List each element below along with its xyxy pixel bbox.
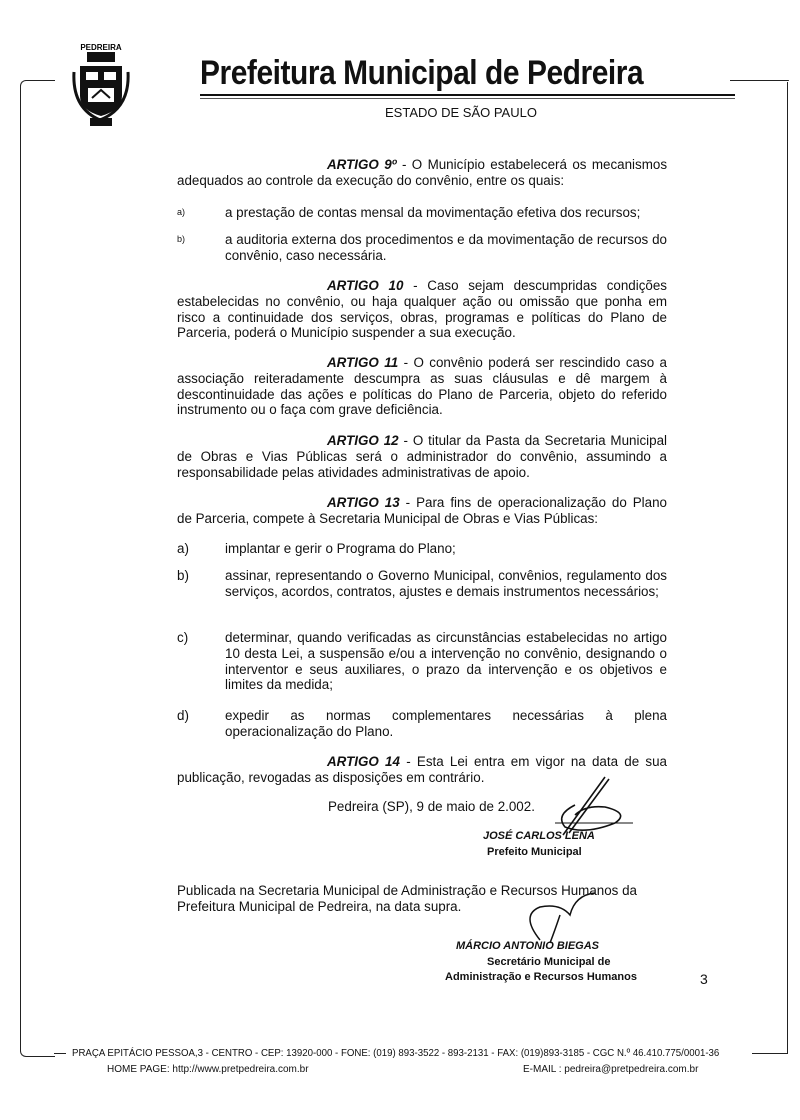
list-item (177, 232, 667, 264)
header-title: Prefeitura Municipal de Pedreira (200, 54, 644, 92)
item-text: implantar e gerir o Programa do Plano; (225, 541, 456, 556)
article-text: - O Município estabelecerá os mecanismos adequados ao controle da execução do convênio, entre os quais: (177, 157, 668, 188)
frame-bottom-right (752, 1053, 788, 1054)
footer-address: PRAÇA EPITÁCIO PESSOA,3 - CENTRO - CEP: 13920-000 - FONE: (019) 893-3522 - 893-2131 - FAX: (019)893-3185 - CGC N.º 46.410.775/0001-36 (72, 1047, 720, 1059)
page-number: 3 (700, 971, 708, 987)
article-label: ARTIGO 9º (327, 157, 397, 172)
article-9 (177, 157, 667, 189)
item-text: determinar, quando verificadas as circunstâncias estabelecidas no artigo 10 desta Lei, a suspensão e/ou a intervenção no convênio, designando o interventor e seus auxiliares, o prazo da intervenção e os objetivos e limites da medida; (225, 630, 667, 693)
article-10 (177, 278, 667, 341)
item-text: expedir as normas complementares necessárias à plena operacionalização do Plano. (225, 708, 667, 739)
footer-email: E-MAIL : pedreira@pretpedreira.com.br (523, 1064, 699, 1075)
frame-right (787, 82, 788, 1054)
item-label: a) (177, 541, 189, 556)
frame-top-right (730, 80, 789, 81)
item-label: c) (177, 630, 189, 645)
article-label: ARTIGO 13 (327, 495, 400, 510)
article-13 (177, 495, 667, 527)
signature-icon (500, 885, 600, 945)
publication-note: Publicada na Secretaria Municipal de Administração e Recursos Humanos da Prefeitura Municipal de Pedreira, na data supra. (177, 883, 637, 914)
article-text: - Para fins de operacionalização do Plano de Parceria, compete à Secretaria Municipal de Obras e Vias Públicas: (177, 495, 667, 526)
article-text: - Caso sejam descumpridas condições estabelecidas no convênio, ou haja qualquer ação ou omissão que ponha em risco a continuidade dos serviços, obras, programas e políticas do Plano de Parceria, poderá o Município suspender a sua execução. (177, 278, 667, 341)
item-text: a auditoria externa dos procedimentos e da movimentação de recursos do convênio, caso necessária. (225, 232, 667, 263)
item-label: d) (177, 708, 189, 723)
article-text: - O titular da Pasta da Secretaria Municipal de Obras e Vias Públicas será o administrador do convênio, assumindo a responsabilidade pelas atividades administrativas de apoio. (177, 433, 667, 480)
article-label: ARTIGO 14 (327, 754, 400, 769)
signer-name: JOSÉ CARLOS LENA (483, 830, 595, 842)
signer-role: Prefeito Municipal (487, 846, 582, 858)
signer-role: Administração e Recursos Humanos (445, 971, 637, 983)
item-text: a prestação de contas mensal da movimentação efetiva dos recursos; (225, 205, 641, 220)
article-label: ARTIGO 11 (327, 355, 399, 370)
signer-role: Secretário Municipal de (487, 956, 611, 968)
article-11 (177, 355, 667, 418)
list-item (177, 205, 667, 221)
item-text: assinar, representando o Governo Municipal, convênios, regulamento dos serviços, acordos, contratos, ajustes e demais instrumentos necessários; (225, 568, 667, 599)
article-12 (177, 433, 667, 480)
list-item (177, 630, 667, 693)
municipal-crest-icon (70, 38, 132, 128)
list-item (177, 541, 667, 557)
article-text: - Esta Lei entra em vigor na data de sua publicação, revogadas as disposições em contrário. (177, 754, 667, 785)
article-label: ARTIGO 10 (327, 278, 404, 293)
signer-name: MÁRCIO ANTONIO BIEGAS (456, 940, 600, 952)
header-rule (200, 94, 735, 96)
header-subtitle: ESTADO DE SÃO PAULO (385, 105, 537, 120)
date-line: Pedreira (SP), 9 de maio de 2.002. (328, 799, 535, 814)
article-text: - O convênio poderá ser rescindido caso a associação reiteradamente descumpra as suas cláusulas e dê margem à descontinuidade das ações e políticas do Plano de Parceria, objeto do referido instrumento ou o faça com grave deficiência. (177, 355, 668, 418)
list-item (177, 568, 667, 600)
list-item (177, 708, 667, 740)
item-label: b) (177, 234, 186, 244)
item-label: a) (177, 207, 186, 217)
frame-bottom-left (54, 1053, 66, 1054)
header-rule-thin (200, 98, 735, 99)
svg-text:PEDREIRA: PEDREIRA (80, 43, 122, 52)
footer-homepage: HOME PAGE: http://www.pretpedreira.com.br (107, 1064, 309, 1075)
frame-left (20, 80, 55, 1057)
item-label: b) (177, 568, 189, 583)
article-label: ARTIGO 12 (327, 433, 399, 448)
